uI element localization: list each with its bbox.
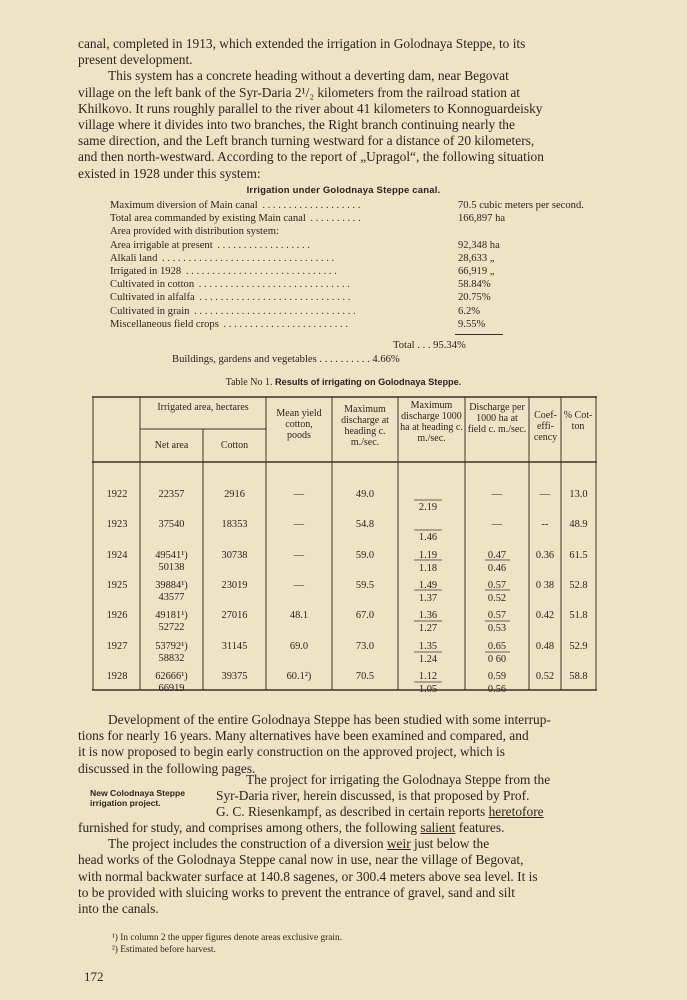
table-cell-pct: 52.8 — [569, 579, 588, 591]
page-number: 172 — [84, 969, 104, 984]
stat-row — [110, 278, 610, 291]
table-cell-year: 1923 — [106, 519, 128, 531]
total-row — [393, 340, 466, 351]
table-cell-cotton: 39375 — [221, 670, 248, 682]
table-cell-field: — — [491, 519, 503, 531]
project-line-8: to be provided with sluicing works to prevent the entrance of gravel, sand and silt — [78, 884, 515, 900]
buildings-row — [172, 354, 400, 365]
table-cell-coef: -- — [541, 519, 549, 531]
table-cell-net-area: 39884¹) — [155, 579, 188, 591]
project-line-5-tail: just below the — [410, 836, 490, 852]
table-cell-max-1000-2: 1.27 — [418, 623, 438, 635]
stat-row — [110, 291, 610, 304]
header-net-area: Net area — [154, 440, 189, 451]
table-cell-pct: 51.8 — [569, 610, 588, 622]
table-cell-cotton: 30738 — [221, 549, 248, 561]
table-cell-yield: 69.0 — [289, 640, 309, 652]
table-cell-coef: 0.36 — [535, 549, 555, 561]
stat-row — [110, 225, 610, 238]
table-cell-net-area-2: 50138 — [158, 561, 185, 573]
table-cell-coef: 0.52 — [535, 670, 555, 682]
leader-dots: . . . . . . . . . . . . . . . . . . . . . . . . . . . . . — [196, 292, 351, 304]
project-line-2: Syr-Daria river, herein discussed, is that proposed by Prof. — [216, 788, 530, 804]
irrigation-section-title: Irrigation under Golodnaya Steppe canal. — [246, 185, 441, 196]
stat-value: 70.5 cubic meters per second. — [458, 200, 584, 211]
leader-dots: . . . . . . . . . . . . . . . . . . . . . . . . . . . . . — [183, 265, 337, 277]
table-cell-net-area: 62666¹) — [155, 670, 188, 682]
margin-note — [90, 788, 210, 809]
development-line-3: it is now proposed to begin early construction on the approved project, which is — [78, 744, 505, 760]
intro-line-5: Khilkovo. It runs roughly parallel to the river about 41 kilometers to Konnoguardeisky — [78, 100, 543, 116]
leader-dots: . . . . . . . . . . . . . . . . . . . . . . . . — [220, 318, 348, 330]
stat-row — [110, 318, 610, 331]
table-cell-yield: — — [293, 549, 305, 561]
footnotes — [112, 932, 342, 956]
stat-row — [110, 265, 610, 278]
leader-dots: . . . . . . . . . . . . . . . . . . — [214, 239, 310, 251]
table-cell-coef: 0 38 — [535, 579, 555, 591]
table-cell-field: 0.57 — [487, 579, 507, 591]
table-cell-max-1000-2: 1.24 — [418, 653, 438, 665]
stat-row — [110, 212, 610, 225]
header-cotton: Cotton — [220, 440, 249, 451]
table-cell-max-heading: 49.0 — [355, 489, 375, 500]
development-line-1: Development of the entire Golodnaya Steppe has been studied with some interrup- — [108, 712, 551, 727]
header-max-discharge-1000: Maximum discharge 1000 ha at heading c. m./sec. — [400, 400, 463, 444]
table-cell-cotton: 27016 — [221, 610, 248, 622]
irrigation-stats — [110, 199, 610, 331]
table-cell-cotton: 31145 — [221, 640, 248, 652]
table-cell-cotton: 18353 — [221, 519, 248, 531]
table-cell-max-1000-2: 1.46 — [418, 532, 438, 544]
total-rule — [455, 334, 503, 335]
project-line-5-underlined: weir — [386, 836, 411, 852]
footnote-2: ²) Estimated before harvest. — [112, 945, 216, 956]
leader-dots: . . . . . . . . . . . . . . . . . . . . . . . . . . . . . . . — [191, 305, 356, 317]
table-cell-field-2: 0.53 — [487, 623, 507, 635]
leader-dots: . . . . . . . . . . . . . . . . . . . . . . . . . . . . . — [196, 279, 350, 291]
project-line-7: with normal backwater surface at 140.8 sagenes, or 300.4 meters above sea level. It is — [78, 868, 538, 884]
table-cell-max-heading: 59.5 — [355, 579, 375, 591]
table-caption-title: Results of irrigating on Golodnaya Steppe. — [275, 377, 462, 387]
margin-note-line-1: New Colodnaya Steppe — [90, 788, 186, 798]
table-cell-field-2: 0.52 — [487, 592, 507, 604]
project-line-4-tail: features. — [455, 820, 505, 835]
intro-line-4: village on the left bank of the Syr-Daria 2¹/₂ kilometers from the railroad station at — [78, 84, 520, 100]
project-line-4 — [78, 820, 614, 836]
intro-line-9: existed in 1928 under this system: — [78, 165, 261, 181]
header-discharge-field: Discharge per 1000 ha at field c. m./sec. — [467, 402, 527, 435]
table-cell-yield: 60.1²) — [286, 670, 312, 682]
stat-value: 20.75% — [458, 292, 491, 304]
table-cell-max-1000: 1.19 — [418, 549, 438, 561]
table-cell-coef: 0.42 — [535, 610, 555, 622]
total-value: 95.34% — [433, 340, 466, 351]
table-cell-max-1000: 1.49 — [418, 579, 438, 591]
table-cell-max-1000-2: 1.05 — [418, 683, 438, 695]
stat-value: 9.55% — [458, 318, 486, 330]
stat-label: Miscellaneous field crops — [110, 318, 219, 330]
development-line-4: discussed in the following pages. — [78, 760, 256, 776]
footnote-1: ¹) In column 2 the upper figures denote areas exclusive grain. — [112, 933, 343, 943]
table-cell-max-heading: 70.5 — [355, 670, 375, 682]
table-cell-yield: — — [293, 489, 305, 500]
stat-row — [110, 305, 610, 318]
table-caption-prefix: Table No 1. — [225, 377, 273, 388]
table-cell-net-area: 53792¹) — [155, 640, 188, 652]
table-cell-net-area-2: 66919 — [158, 682, 185, 694]
stat-label: Cultivated in alfalfa — [110, 292, 195, 304]
table-cell-year: 1928 — [106, 670, 128, 682]
leader-dots: . . . . . . . . . . — [316, 354, 373, 365]
stat-label: Irrigated in 1928 — [110, 265, 182, 277]
table-cell-pct: 61.5 — [569, 549, 588, 561]
stat-label: Alkali land — [110, 252, 158, 264]
table-cell-max-1000-2: 2.19 — [418, 502, 438, 513]
stat-label: Maximum diversion of Main canal — [110, 200, 258, 211]
project-line-3-text: G. C. Riesenkampf, as described in certain reports — [216, 804, 489, 820]
table-cell-net-area-2: 58832 — [158, 652, 185, 664]
table-cell-pct: 48.9 — [569, 519, 588, 531]
table-cell-year: 1922 — [106, 489, 128, 500]
table-cell-year: 1924 — [106, 549, 128, 561]
total-label: Total — [393, 340, 415, 351]
stat-row — [110, 239, 610, 252]
table-cell-field: — — [491, 489, 503, 500]
table-cell-pct: 58.8 — [569, 670, 588, 682]
table-cell-net-area: 37540 — [158, 519, 185, 531]
project-line-4-text: furnished for study, and comprises among others, the following — [78, 820, 421, 835]
table-cell-max-heading: 73.0 — [355, 640, 375, 652]
table-cell-yield: 48.1 — [289, 610, 309, 622]
project-line-9: into the canals. — [78, 901, 159, 917]
stat-value: 28,633 „ — [458, 252, 495, 264]
table-cell-field-2: 0 60 — [487, 653, 507, 665]
stat-value: 92,348 ha — [458, 239, 500, 251]
table-cell-net-area: 49181¹) — [155, 610, 188, 622]
stat-row — [110, 199, 610, 212]
stat-label: Area provided with distribution system: — [110, 226, 279, 238]
table-cell-year: 1926 — [106, 610, 128, 622]
header-pct-cotton: % Cot- ton — [563, 410, 593, 432]
project-line-6: head works of the Golodnaya Steppe canal now in use, near the village of Begovat, — [78, 852, 524, 868]
table-cell-coef: 0.48 — [535, 640, 555, 652]
leader-dots: . . . . . . . . . . — [307, 213, 361, 225]
table-cell-max-1000: 1.35 — [418, 640, 438, 652]
table-cell-field: 0.57 — [487, 610, 507, 622]
leader-dots: . . . . . . . . . . . . . . . . . . . . . . . . . . . . . . . . . — [159, 252, 335, 264]
stat-value: 58.84% — [458, 279, 491, 291]
table-cell-pct: 13.0 — [569, 489, 588, 500]
table-cell-max-1000: 1.36 — [418, 610, 438, 622]
buildings-value: 4.66% — [372, 354, 400, 365]
stat-label: Cultivated in cotton — [110, 279, 195, 291]
project-line-4-underlined: salient — [420, 820, 456, 835]
stat-row — [110, 252, 610, 265]
table-cell-max-1000: 1.12 — [418, 670, 438, 682]
table-cell-max-1000-2: 1.37 — [418, 592, 438, 604]
intro-line-2: present development. — [78, 52, 193, 68]
table-cell-year: 1927 — [106, 640, 128, 652]
table-cell-net-area: 49541¹) — [155, 549, 188, 561]
table-cell-field: 0.59 — [487, 670, 507, 682]
table-cell-net-area: 22357 — [158, 489, 185, 500]
header-mean-yield: Mean yield cotton, poods — [276, 408, 322, 441]
table-cell-max-heading: 59.0 — [355, 549, 375, 561]
stat-value — [455, 225, 458, 238]
table-caption — [0, 377, 687, 388]
stat-label: Area irrigable at present — [110, 239, 213, 251]
margin-note-line-2: irrigation project. — [90, 798, 161, 809]
project-line-1: The project for irrigating the Golodnaya Steppe from the — [246, 772, 551, 787]
project-line-3 — [216, 804, 614, 820]
table-cell-net-area-2: 52722 — [158, 622, 185, 634]
table-cell-net-area-2: 43577 — [158, 591, 185, 603]
intro-paragraph — [78, 36, 614, 182]
table-cell-year: 1925 — [106, 579, 128, 591]
table-cell-yield: — — [293, 579, 305, 591]
development-line-2: tions for nearly 16 years. Many alternatives have been examined and compared, and — [78, 728, 529, 744]
project-paragraph-top — [216, 772, 614, 821]
development-paragraph — [78, 712, 614, 777]
stat-label: Total area commanded by existing Main canal — [110, 213, 306, 225]
table-cell-coef: — — [539, 489, 551, 500]
results-table — [92, 396, 597, 693]
table-cell-field-2: 0.56 — [487, 683, 507, 695]
leader-dots: . . . . . . . . . . . . . . . . . . . — [259, 200, 361, 211]
table-cell-cotton: 2916 — [224, 489, 245, 500]
table-cell-field: 0.65 — [487, 640, 507, 652]
stat-value: 166,897 ha — [458, 213, 506, 225]
table-cell-field: 0.47 — [487, 549, 507, 561]
table-cell-cotton: 23019 — [221, 579, 248, 591]
table-cell-yield: — — [293, 519, 305, 531]
intro-line-8: and then north-westward. According to the report of „Upragol“, the following situation — [78, 149, 544, 165]
table-cell-max-heading: 54.8 — [355, 519, 375, 531]
table-cell-max-1000-2: 1.18 — [418, 562, 438, 574]
buildings-label: Buildings, gardens and vegetables — [172, 354, 317, 365]
table-cell-field-2: 0.46 — [487, 562, 507, 574]
project-line-5 — [78, 836, 614, 852]
header-irrigated-area: Irrigated area, hectares — [157, 402, 249, 413]
table-cell-pct: 52.9 — [569, 640, 588, 652]
project-line-5-text: The project includes the construction of a diversion — [108, 836, 387, 852]
header-coefficient: Coef- effi- cency — [533, 410, 558, 443]
project-paragraph — [78, 820, 614, 917]
stat-value: 6.2% — [458, 305, 481, 317]
stat-value: 66,919 „ — [458, 265, 495, 277]
intro-line-1: canal, completed in 1913, which extended the irrigation in Golodnaya Steppe, to its — [78, 36, 526, 51]
project-line-3-underlined: heretofore — [488, 804, 544, 820]
header-max-discharge-heading: Maximum discharge at heading c. m./sec. — [341, 404, 389, 448]
leader-dots: . . . — [414, 340, 434, 351]
table-cell-max-heading: 67.0 — [355, 610, 375, 622]
intro-line-6: village where it divides into two branches, the Right branch continuing nearly the — [78, 117, 515, 133]
stat-label: Cultivated in grain — [110, 305, 190, 317]
intro-line-3: This system has a concrete heading without a deverting dam, near Begovat — [108, 68, 509, 84]
intro-line-7: same direction, and the Left branch turning westward for a distance of 20 kilometers, — [78, 133, 535, 149]
